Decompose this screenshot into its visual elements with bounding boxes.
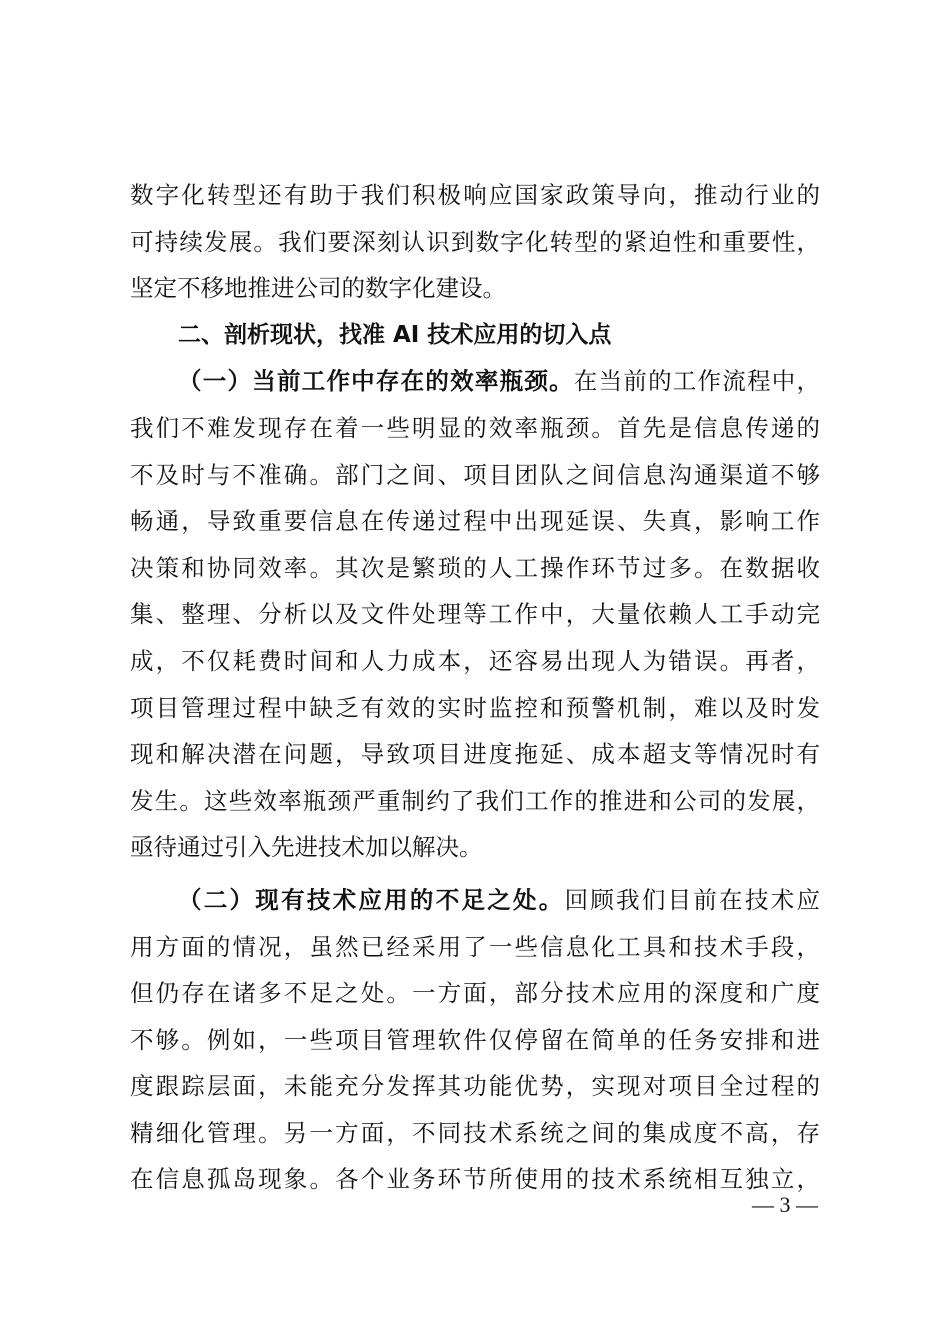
- paragraph-line: 不及时与不准确。部门之间、项目团队之间信息沟通渠道不够: [130, 460, 820, 489]
- section-1-subheading: （一）当前工作中存在的效率瓶颈。: [178, 367, 574, 396]
- paragraph-line: 畅通，导致重要信息在传递过程中出现延误、失真，影响工作: [130, 507, 820, 536]
- paragraph-line: 成，不仅耗费时间和人力成本，还容易出现人为错误。再者，: [130, 646, 820, 675]
- section-2-subheading: （二）现有技术应用的不足之处。: [178, 885, 565, 914]
- paragraph-line: 但仍存在诸多不足之处。一方面，部分技术应用的深度和广度: [130, 979, 820, 1008]
- paragraph-line: 可持续发展。我们要深刻认识到数字化转型的紧迫性和重要性，: [130, 227, 820, 256]
- section-1-first-line: [130, 358, 820, 405]
- paragraph-line: 我们不难发现存在着一些明显的效率瓶颈。首先是信息传递的: [130, 413, 820, 442]
- page-number: — 3 —: [752, 1192, 818, 1217]
- section-2-first-line-text: 回顾我们目前在技术应: [564, 885, 820, 914]
- paragraph-line: 精细化管理。另一方面，不同技术系统之间的集成度不高，存: [130, 1118, 820, 1147]
- paragraph-line: 度跟踪层面，未能充分发挥其功能优势，实现对项目全过程的: [130, 1072, 820, 1101]
- section-2-first-line: [130, 877, 820, 924]
- paragraph-line: 不够。例如，一些项目管理软件仅停留在简单的任务安排和进: [130, 1025, 820, 1054]
- paragraph-line: 项目管理过程中缺乏有效的实时监控和预警机制，难以及时发: [130, 693, 820, 722]
- paragraph-line: 现和解决潜在问题，导致项目进度拖延、成本超支等情况时有: [130, 740, 820, 769]
- paragraph-line: 集、整理、分析以及文件处理等工作中，大量依赖人工手动完: [130, 600, 820, 629]
- document-body: [130, 172, 820, 1203]
- paragraph-line: 用方面的情况，虽然已经采用了一些信息化工具和技术手段，: [130, 932, 820, 961]
- paragraph-line: 坚定不移地推进公司的数字化建设。: [130, 274, 506, 303]
- paragraph-line: 亟待通过引入先进技术加以解决。: [130, 833, 483, 862]
- paragraph-line: 发生。这些效率瓶颈严重制约了我们工作的推进和公司的发展，: [130, 786, 820, 815]
- section-heading: 二、剖析现状，找准 AI 技术应用的切入点: [178, 321, 612, 348]
- paragraph-line: 决策和协同效率。其次是繁琐的人工操作环节过多。在数据收: [130, 553, 820, 582]
- section-1-first-line-text: 在当前的工作流程中，: [573, 367, 821, 396]
- paragraph-line: 在信息孤岛现象。各个业务环节所使用的技术系统相互独立，: [130, 1165, 820, 1194]
- paragraph-line: 数字化转型还有助于我们积极响应国家政策导向，推动行业的: [130, 181, 820, 209]
